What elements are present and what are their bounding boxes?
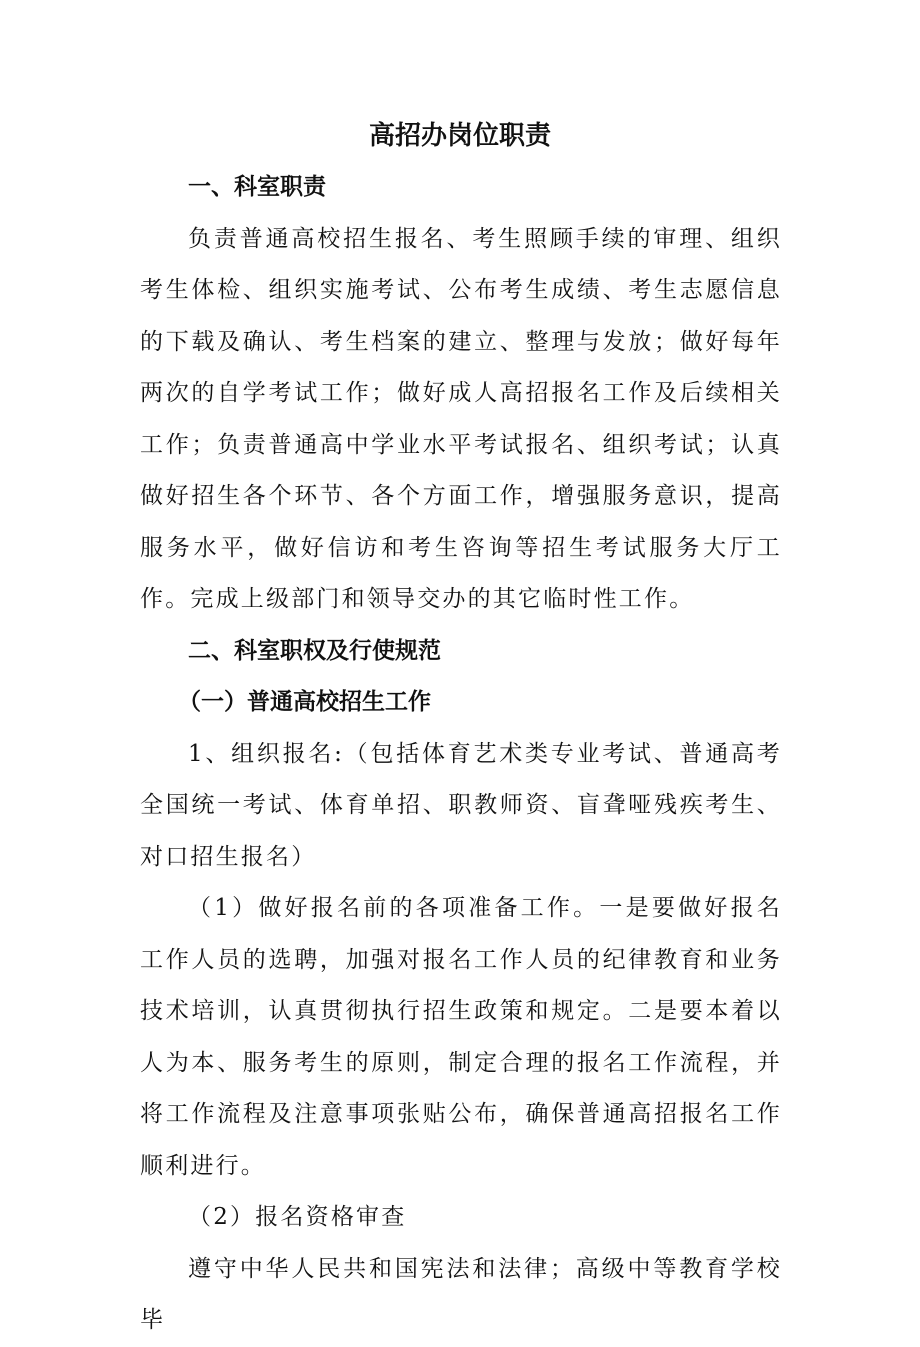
item-1-2-heading: （2）报名资格审查 (188, 1204, 407, 1230)
document-title: 高招办岗位职责 (368, 121, 551, 151)
subsection-heading-1: （一）普通高校招生工作 (178, 689, 431, 715)
item-1-2-paragraph: 遵守中华人民共和国宪法和法律；高级中等教育学校毕 (140, 1255, 782, 1333)
section-heading-1: 一、科室职责 (188, 174, 326, 200)
item-1-1-paragraph: （1）做好报名前的各项准备工作。一是要做好报名工作人员的选聘，加强对报名工作人员的纪律教育和业务技术培训，认真贯彻执行招生政策和规定。二是要本着以人为本、服务考生的原则，制定合理的报名工作流程，并将工作流程及注意事项张贴公布，确保普通高招报名工作顺利进行。 (140, 895, 782, 1179)
document-body (140, 162, 782, 1347)
section-1-paragraph: 负责普通高校招生报名、考生照顾手续的审理、组织考生体检、组织实施考试、公布考生成绩、考生志愿信息的下载及确认、考生档案的建立、整理与发放；做好每年两次的自学考试工作；做好成人高招报名工作及后续相关工作；负责普通高中学业水平考试报名、组织考试；认真做好招生各个环节、各个方面工作，增强服务意识，提高服务水平，做好信访和考生咨询等招生考试服务大厅工作。完成上级部门和领导交办的其它临时性工作。 (140, 225, 782, 612)
section-heading-2: 二、科室职权及行使规范 (188, 637, 441, 664)
item-1-paragraph: 1、组织报名:（包括体育艺术类专业考试、普通高考全国统一考试、体育单招、职教师资、盲聋哑残疾考生、对口招生报名） (140, 740, 782, 870)
